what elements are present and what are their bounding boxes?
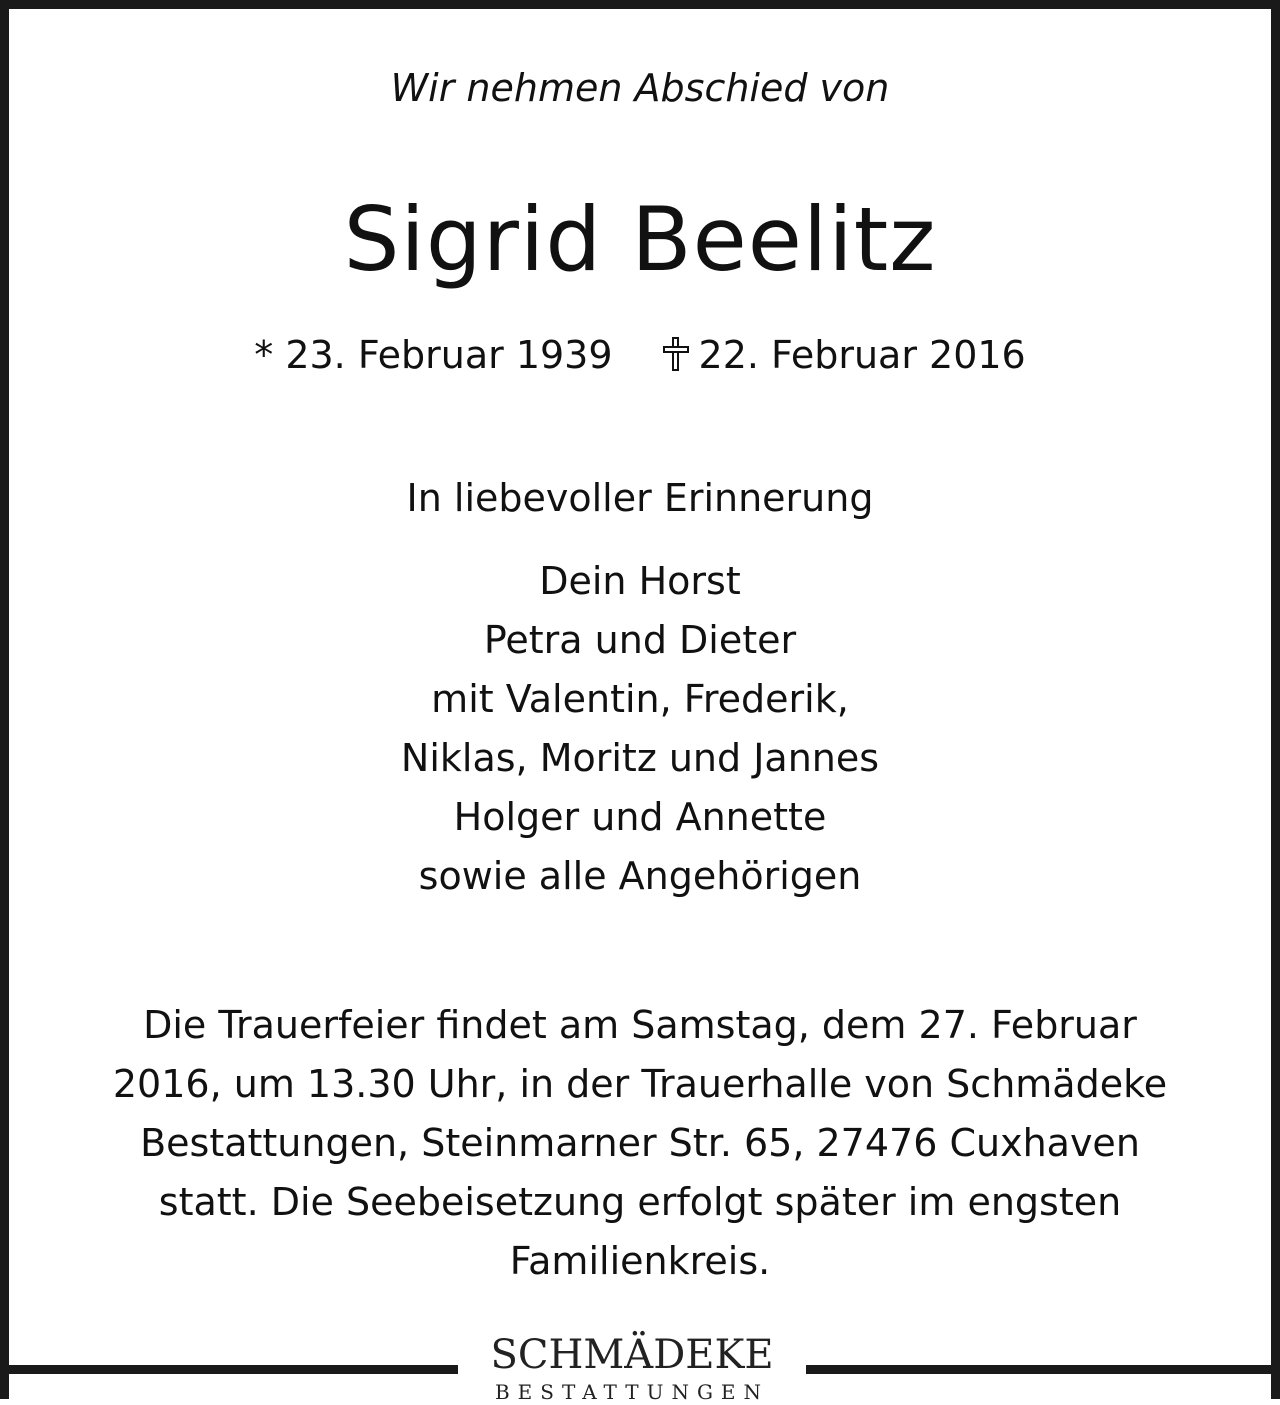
bottom-rule-right [806, 1365, 1280, 1374]
ceremony-line: statt. Die Seebeisetzung erfolgt später im engsten [158, 1180, 1122, 1224]
logo-main-text: SCHMÄDEKE [490, 1332, 774, 1378]
mourner-line: sowie alle Angehörigen [418, 854, 862, 898]
ceremony-line: Die Trauerfeier findet am Samstag, dem 27. Februar [143, 1003, 1137, 1047]
ceremony-line: Bestattungen, Steinmarner Str. 65, 27476 Cuxhaven [140, 1121, 1140, 1165]
birth-date: * 23. Februar 1939 [254, 333, 613, 377]
mourner-line: Niklas, Moritz und Jannes [400, 736, 880, 780]
mourner-line: Holger und Annette [453, 795, 827, 839]
death-date: 22. Februar 2016 [698, 333, 1026, 377]
life-dates [0, 333, 1280, 377]
deceased-name: Sigrid Beelitz [343, 188, 937, 291]
mourner-line: mit Valentin, Frederik, [431, 677, 849, 721]
ceremony-info [0, 996, 1280, 1291]
memory-line: In liebevoller Erinnerung [406, 476, 874, 520]
bottom-rule-left [0, 1365, 458, 1374]
intro-line: Wir nehmen Abschied von [390, 66, 890, 110]
logo-sub-text: BESTATTUNGEN [494, 1380, 770, 1404]
mourner-line: Dein Horst [539, 559, 741, 603]
cross-icon [661, 337, 691, 371]
funeral-home-logo [460, 1333, 804, 1405]
mourners-list [0, 552, 1280, 906]
ceremony-line: 2016, um 13.30 Uhr, in der Trauerhalle von Schmädeke [112, 1062, 1168, 1106]
mourner-line: Petra und Dieter [483, 618, 797, 662]
ceremony-line: Familienkreis. [509, 1239, 771, 1283]
